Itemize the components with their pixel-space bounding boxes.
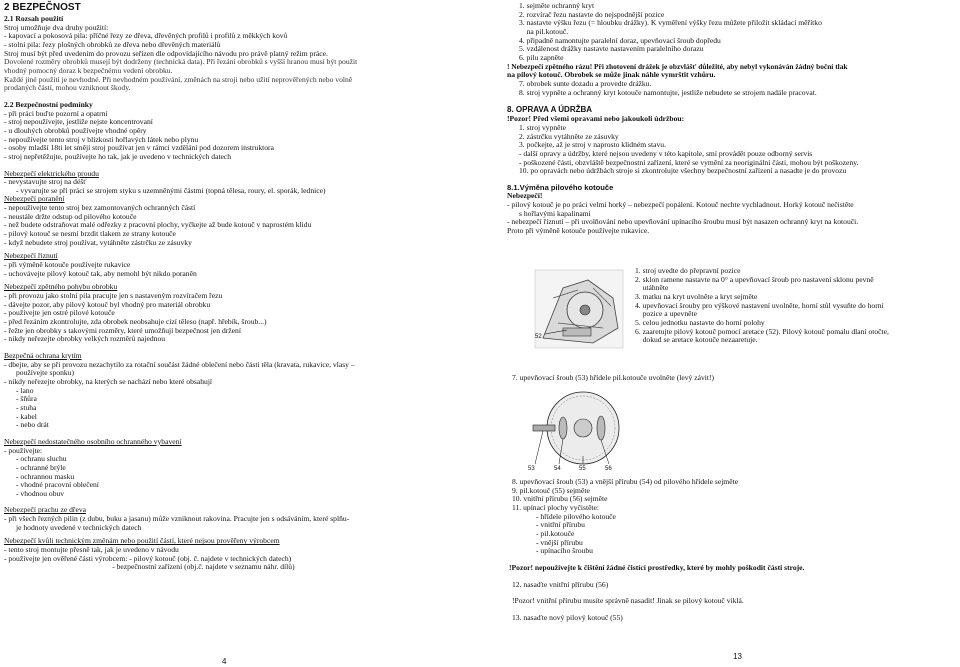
hazard-title: Nebezpečí elektrického proudu <box>4 168 99 178</box>
hazard-title: Nebezpečí řiznutí <box>4 251 58 261</box>
list-item: 1. sejměte ochranný kryt <box>519 1 595 10</box>
text-line: s hořlavými kapalinami <box>519 208 591 218</box>
list-item: - osoby mladší 18ti let smějí stroj používat jen v rámci vzdělání pod dozorem instruktora <box>4 143 274 153</box>
hazard-title: Nebezpečí prachu ze dřeva <box>4 505 86 515</box>
text-line: Stroj umožňuje dva druhy použití: <box>4 22 109 32</box>
list-item: - pilový kotouč se nesmí brzdit tlakem ze strany kotouče <box>4 229 176 239</box>
list-item: na pil.kotouč. <box>519 26 569 36</box>
list-item: 5. celou jednotku nastavte do horní polohy <box>635 317 765 327</box>
subsection-title: 2.2 Bezpečnostní podmínky <box>4 99 93 109</box>
list-item: 10. po opravách nebo údržbách stroje si zkontrolujte všechny bezpečnostní zařízení a nasadte je do provozu <box>519 166 847 176</box>
warning-text: !Pozor! nepoužívejte k čištění žádné čistící prostředky, které by mohly poškodit části stroje. <box>509 562 805 572</box>
list-item: - při provozu jako stolní pila pracujte jen s nastaveným rozvíračem řezu <box>4 291 223 301</box>
list-item: - používejte jen ostré pilové kotouče <box>4 308 115 318</box>
figure-label: 54 <box>554 466 561 472</box>
list-item: - nepoužívejte tento stroj bez zamontovaných ochranných částí <box>4 203 196 213</box>
list-item: - nikdy neřezejte obrobky velkých rozměrů najednou <box>4 334 166 344</box>
text-line: Každé jiné použití je nevhodné. Při nevhodném používání, změnách na stroji nebo užití neprověřených nebo volně <box>4 74 353 84</box>
list-item: - ochranu sluchu <box>16 454 67 464</box>
list-item: 3. matku na kryt uvolněte a kryt sejměte <box>635 291 758 301</box>
list-item: - když nebudete stroj používat, vytáhněte zástrčku ze zásuvky <box>4 237 192 247</box>
list-item: používejte sponku) <box>16 368 74 378</box>
figure-label: 56 <box>605 466 612 472</box>
list-item: - bezpečnostní zařízení (obj.č. najdete v seznamu náhr. dílů) <box>4 562 295 572</box>
list-item: - kabel <box>16 411 37 421</box>
list-item: - používejte: <box>4 445 43 455</box>
list-item: - lano <box>16 385 34 395</box>
figure-label: 55 <box>579 466 586 472</box>
list-item: - stroj nepřetěžujte, používejte ho tak, jak je uvedeno v technických datech <box>4 151 232 161</box>
text-line: vhodný pomocný doraz k bezpečnému vedení obrobku. <box>4 65 173 75</box>
text-line: Dovolené rozměry obrobků musejí být dodrženy (technická data). Při řezání obrobků s vyšší hranou musí být použit <box>4 57 358 67</box>
list-item: 2. sklon ramene nastavte na 0° a upevňovací šroub pro nastavení sklonu pevně <box>635 274 874 284</box>
warning-text: na pilový kotouč. Obrobek se může jinak náhle vymrštit vzhůru. <box>507 70 716 80</box>
list-item: 13. nasaďte nový pilový kotouč (55) <box>512 612 623 622</box>
list-item: 6. zaaretujte pilový kotouč pomocí aretace (52). Pilový kotouč pomalu dlaní otočte, <box>635 326 889 336</box>
warning-text: ! Nebezpečí zpětného rázu! Při zhotovení drážek je obzvlášť důležité, aby nebyl vykonáván žádný boční tlak <box>507 61 848 71</box>
text-line: - kapovací a pokosová pila: příčné řezy ze dřeva, dřevěných profilů i profilů z měkkých kovů <box>4 31 288 41</box>
subsection-title: 8.1.Výměna pilového kotouče <box>507 182 614 192</box>
list-item: - nepoužívejte tento stroj v blízkosti hořlavých látek nebo plynu <box>4 134 199 144</box>
list-item: 3. nastavte výšku řezu (= hloubku drážky). K vyměření výšky řezu můžete přiložit skládací měřítko <box>519 18 822 28</box>
blade-steps <box>509 477 957 623</box>
list-item: 4. upevňovací šrouby pro výškové nastavení uvolněte, horní stůl vysuňte do horní <box>635 300 884 310</box>
list-item: je hodnoty uvedené v technických datech <box>16 522 142 532</box>
hazard-title: Nebezpečí nedostatečného osobního ochranného vybavení <box>4 436 182 446</box>
hazard-title: Nebezpečí kvůli technickým změnám nebo použití částí, které nejsou prověřeny výrobcem <box>4 536 280 546</box>
list-item: 11. upínací plochy vyčistěte: <box>512 502 600 512</box>
list-item: - neustále držte odstup od pilového kotouče <box>4 211 137 221</box>
list-item: - řežte jen obrobky s takovými rozměry, které umožňují bezpečnost jen držení <box>4 325 241 335</box>
list-item: - poškozené části, obzvláště bezpečnostní zařízení, které se vymění za neoriginální části, mohou být poškozeny. <box>519 157 859 167</box>
list-item: - vhodnou obuv <box>16 488 65 498</box>
list-item: - stuha <box>16 402 37 412</box>
list-item: 1. stroj vypněte <box>519 122 567 132</box>
saw-unit-figure <box>533 268 625 350</box>
list-item: - nebo drát <box>16 420 49 430</box>
list-item: 3. počkejte, až je stroj v naprosto klidném stavu. <box>519 140 666 150</box>
section-heading: 8. OPRAVA A ÚDRŽBA <box>507 105 593 115</box>
list-item: - při práci buďte pozorní a opatrní <box>4 108 108 118</box>
list-item: - další opravy a údržby, které nejsou uvedeny v této kapitole, smí provádět pouze odborný servis <box>519 148 813 158</box>
list-item: pozice a upevněte <box>635 309 697 319</box>
list-item: - než budete odstraňovat malé odřezky z pracovní plochy, vyčkejte až bude kotouč v naprostém klidu <box>4 220 312 230</box>
warning-text: !Pozor! Před všemi opravami nebo jakoukoli údržbou: <box>507 114 685 124</box>
text-line: Stroj musí být před uvedením do provozu seřízen dle odpovídajícího návodu pro právě platný režim práce. <box>4 48 328 58</box>
list-item: - u dlouhých obrobků používejte vhodné opěry <box>4 125 147 135</box>
hazard-title: Bezpečná ochrana krytím <box>4 350 82 360</box>
hazard-title: Nebezpečí poranění <box>4 194 65 204</box>
list-item: 8. stroj vypněte a ochranný kryt kotouče namontujte, jestliže nebudete se strojem nadále pracovat. <box>519 87 817 97</box>
list-item: 6. pilu zapněte <box>519 52 564 62</box>
list-item: 4. připadně namontujte paralelní doraz, upevňovací šroub dopředu <box>519 35 721 45</box>
list-item: - upínacího šroubu <box>536 546 593 556</box>
list-item: 7. upevňovací šroub (53) hřídele pil.kotouče uvolněte (levý závit!) <box>512 373 715 382</box>
list-item: - uchovávejte pilový kotouč tak, aby nemohl být nikdo poraněn <box>4 268 197 278</box>
list-item: - hřídele pilového kotouče <box>536 511 616 521</box>
list-item: 8. upevňovací šroub (53) a vnější přírubu (54) od pilového hřídele sejměte <box>512 477 739 486</box>
left-column <box>4 0 466 572</box>
safety-list <box>4 110 466 162</box>
list-item: 2. rozvírač řezu nastavte do nejspodnější pozice <box>519 9 665 19</box>
list-item: - nikdy neřezejte obrobky, na kterých se nachází nebo které obsahují <box>4 376 213 386</box>
list-item: - nevystavujte stroj na déšť <box>4 177 87 187</box>
list-item: 7. obrobek sunte dozadu a provedte drážku. <box>519 78 652 88</box>
list-item: 1. stroj uvedte do přepravní pozice <box>635 266 741 275</box>
page-number-left: 4 <box>222 657 227 666</box>
list-item: - tento stroj montujte přesně tak, jak je uvedeno v návodu <box>4 545 179 555</box>
list-item: - před řezáním zkontrolujte, zda obrobek neobsahuje cizí těleso (např. hřebík, šroub...) <box>4 317 267 326</box>
figure-label: 52 <box>535 334 542 340</box>
list-item: - ochrannou masku <box>16 471 75 481</box>
hazard-title: Nebezpečí zpětného pohybu obrobku <box>4 282 118 292</box>
list-item: - při všech řezných pilin (z dubu, buku a jasanu) může vzniknout rakovina. Pracujte jen s odsáváním, které splňu- <box>4 514 350 524</box>
list-item: - vnitřní přírubu <box>536 520 585 530</box>
list-item: - při výměně kotouče používejte rukavice <box>4 260 131 270</box>
figure-label: 53 <box>528 466 535 472</box>
list-item: 2. zástrčku vytáhněte ze zásuvky <box>519 131 619 141</box>
list-item: - dávejte pozor, aby pilový kotouč byl vhodný pro materiál obrobku <box>4 299 211 309</box>
list-item: - pil.kotouče <box>536 528 575 538</box>
list-item: - ochranné brýle <box>16 462 66 472</box>
subsection-title: 2.1 Rozsah použití <box>4 14 64 23</box>
list-item: - vnější přírubu <box>536 537 583 547</box>
list-item: 10. vnitřní přírubu (56) sejměte <box>512 494 608 504</box>
list-item: - dbejte, aby se při provozu nezachytilo za rotační součást žádné oblečení nebo části těla (kravata, rukavice, vlasy – <box>4 359 355 369</box>
figure-steps <box>635 267 955 345</box>
warning-text: !Pozor! vnitřní přírubu musíte správně nasadit! Jinak se pilový kotouč viklá. <box>512 596 744 606</box>
list-item: dokud se aretace kotouče nezaaretuje. <box>635 335 758 345</box>
list-item: - šňůra <box>16 394 37 404</box>
danger-label: Nebezpečí! <box>507 191 543 201</box>
text-line: - stolní pila: řezy plošných obrobků ze dřeva nebo dřevěných materiálů <box>4 39 221 49</box>
text-line: prodaných částí, mohou vzniknout škody. <box>4 83 131 93</box>
list-item: - stroj nepoužívejte, jestliže nejste koncentrovaní <box>4 117 153 127</box>
list-item: 12. nasaďte vnitřní přírubu (56) <box>512 579 609 589</box>
section-heading: 2 BEZPEČNOST <box>4 2 81 13</box>
blade-exploded-figure <box>519 384 631 478</box>
list-item: utáhněte <box>635 283 669 293</box>
list-item: 9. pil.kotouč (55) sejměte <box>512 485 590 495</box>
list-item: - vyvarujte se při práci se strojem styku s uzemněnými částmi (topná tělesa, roury, el. sporák, lednice) <box>16 185 326 195</box>
list-item: 5. vzdálenost drážky nastavte nastavením paralelního dorazu <box>519 44 704 54</box>
text-line: Proto při výměně kotouče používejte rukavice. <box>507 226 650 236</box>
scope-text <box>4 24 466 93</box>
list-item: - vhodné pracovní oblečení <box>16 480 99 490</box>
right-column <box>507 2 957 236</box>
page-number-right: 13 <box>733 652 742 661</box>
list-item: - používejte jen ověřené části výrobcem: - pilový kotouč (obj. č. najdete v technických datech) <box>4 553 292 563</box>
text-line: - pilový kotouč je po práci velmi horký – nebezpečí popálení. Kotouč nechte vychladnout. Horký kotouč nečistěte <box>507 200 854 210</box>
text-line: - nebezpečí říznutí – při uvolňování nebo upevňování upínacího šroubu musí být nasazen ochranný kryt na kotouči. <box>507 217 859 227</box>
